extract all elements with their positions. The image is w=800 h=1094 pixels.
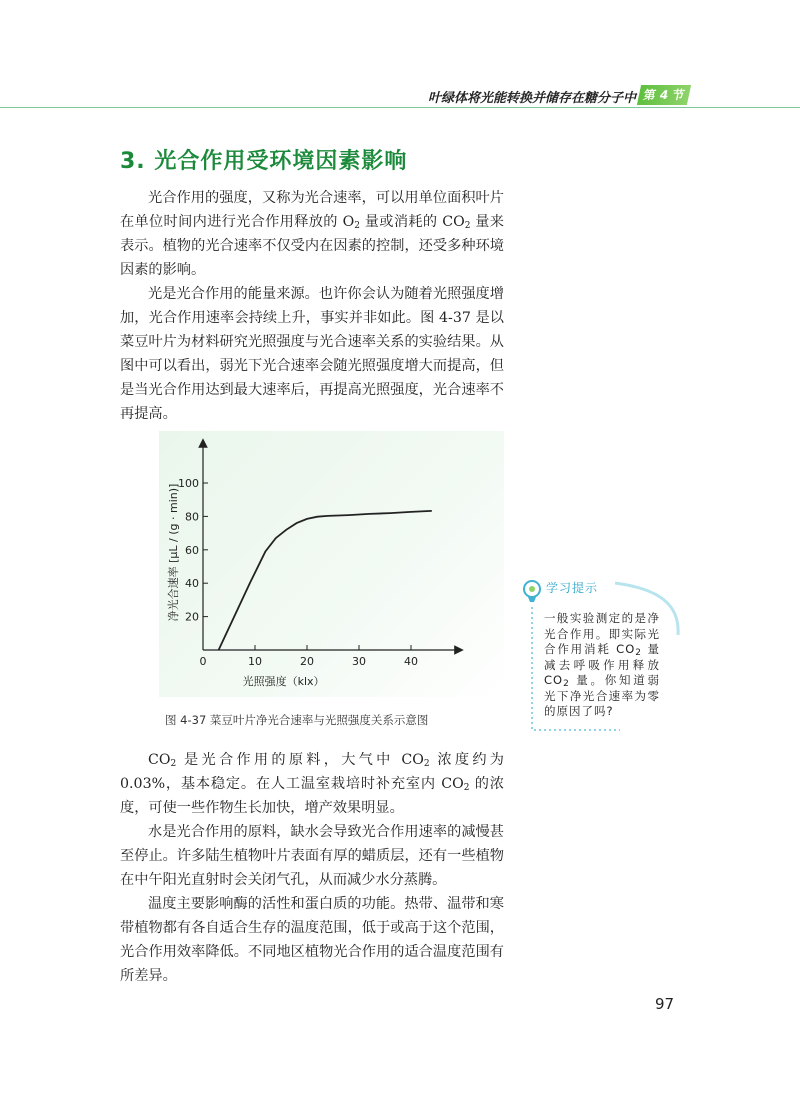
x-tick-label: 0 [199, 655, 207, 668]
p3-sub-a: 2 [170, 759, 177, 769]
running-header [0, 84, 800, 108]
paragraph-1 [120, 186, 504, 282]
paragraph-4 [120, 820, 504, 892]
figure-caption: 图 4-37 菜豆叶片净光合速率与光照强度关系示意图 [165, 713, 429, 727]
chapter-title: 叶绿体将光能转换并储存在糖分子中 [427, 91, 636, 106]
x-tick-label: 30 [352, 655, 366, 668]
header-divider [0, 107, 800, 108]
y-tick-label: 100 [178, 477, 199, 490]
page-number: 97 [655, 995, 675, 1013]
section-title: 3. 光合作用受环境因素影响 [120, 149, 408, 174]
paragraph-3 [120, 748, 504, 820]
light-response-chart [159, 431, 504, 701]
p1-sub-a: 2 [354, 221, 360, 231]
p3-text-c: 浓度约为 0.03%，基本稳定。在人工温室栽培时补充室内 CO [120, 752, 504, 792]
tip-text [544, 611, 660, 720]
x-tick-label: 40 [404, 655, 418, 668]
p1-sub-b: 2 [464, 221, 471, 231]
tip-sub-a: 2 [635, 648, 642, 658]
p5-text: 温度主要影响酶的活性和蛋白质的功能。热带、温带和寒带植物都有各自适合生存的温度范围，低于或高于这个范围，光合作用效率降低。不同地区植物光合作用的适合温度范围有所差异。 [120, 896, 504, 984]
tip-text-a: 一般实验测定的是净光合作用。即实际光合作用消耗 CO [544, 611, 660, 656]
y-tick-label: 40 [185, 577, 199, 591]
x-tick-label: 10 [248, 655, 262, 668]
p3-text-a: CO [148, 752, 171, 768]
y-tick-label: 80 [185, 510, 199, 524]
p3-sub-b: 2 [423, 759, 430, 769]
p1-text-c: 量来表示。植物的光合速率不仅受内在因素的控制，还受多种环境因素的影响。 [120, 214, 504, 278]
paragraph-2 [120, 282, 504, 426]
p4-text: 水是光合作用的原料，缺水会导致光合作用速率的减慢甚至停止。许多陆生植物叶片表面有厚的蜡质层，还有一些植物在中午阳光直射时会关闭气孔，从而减少水分蒸腾。 [120, 824, 504, 888]
p2-text: 光是光合作用的能量来源。也许你会认为随着光照强度增加，光合作用速率会持续上升，事实并非如此。图 4-37 是以菜豆叶片为材料研究光照强度与光合速率关系的实验结果。从图中可以看出，弱光下光合速率会随光照强度增大而提高，但是当光合作用达到最大速率后，再提高光照强度，光合速率不再提高。 [120, 286, 504, 422]
tip-text-b: 量减去呼吸作用释放 CO [544, 642, 660, 687]
x-axis-label: 光照强度（klx） [242, 675, 325, 688]
y-tick-label: 20 [185, 610, 199, 624]
p3-sub-c: 2 [463, 783, 470, 793]
y-axis-label: 净光合速率 [μL / (g · min)] [167, 483, 180, 622]
p3-text-b: 是光合作用的原料，大气中 CO [176, 752, 424, 768]
tip-title: 学习提示 [546, 581, 599, 595]
section-badge: 第 4 节 [637, 85, 691, 105]
tip-text-c: 量。你知道弱光下净光合速率为零的原因了吗? [544, 673, 660, 718]
x-ticks [200, 645, 419, 668]
tip-sub-b: 2 [563, 679, 570, 689]
paragraph-5 [120, 892, 504, 988]
learning-tip [520, 575, 690, 735]
x-tick-label: 20 [300, 655, 314, 668]
y-tick-label: 60 [185, 543, 199, 557]
p1-text-b: 量或消耗的 CO [359, 214, 465, 230]
p1-text-a: 光合作用的强度，又称为光合速率，可以用单位面积叶片在单位时间内进行光合作用释放的 O [120, 190, 504, 230]
p3-text-d: 的浓度，可使一些作物生长加快，增产效果明显。 [120, 776, 504, 816]
data-series-line [219, 511, 432, 650]
